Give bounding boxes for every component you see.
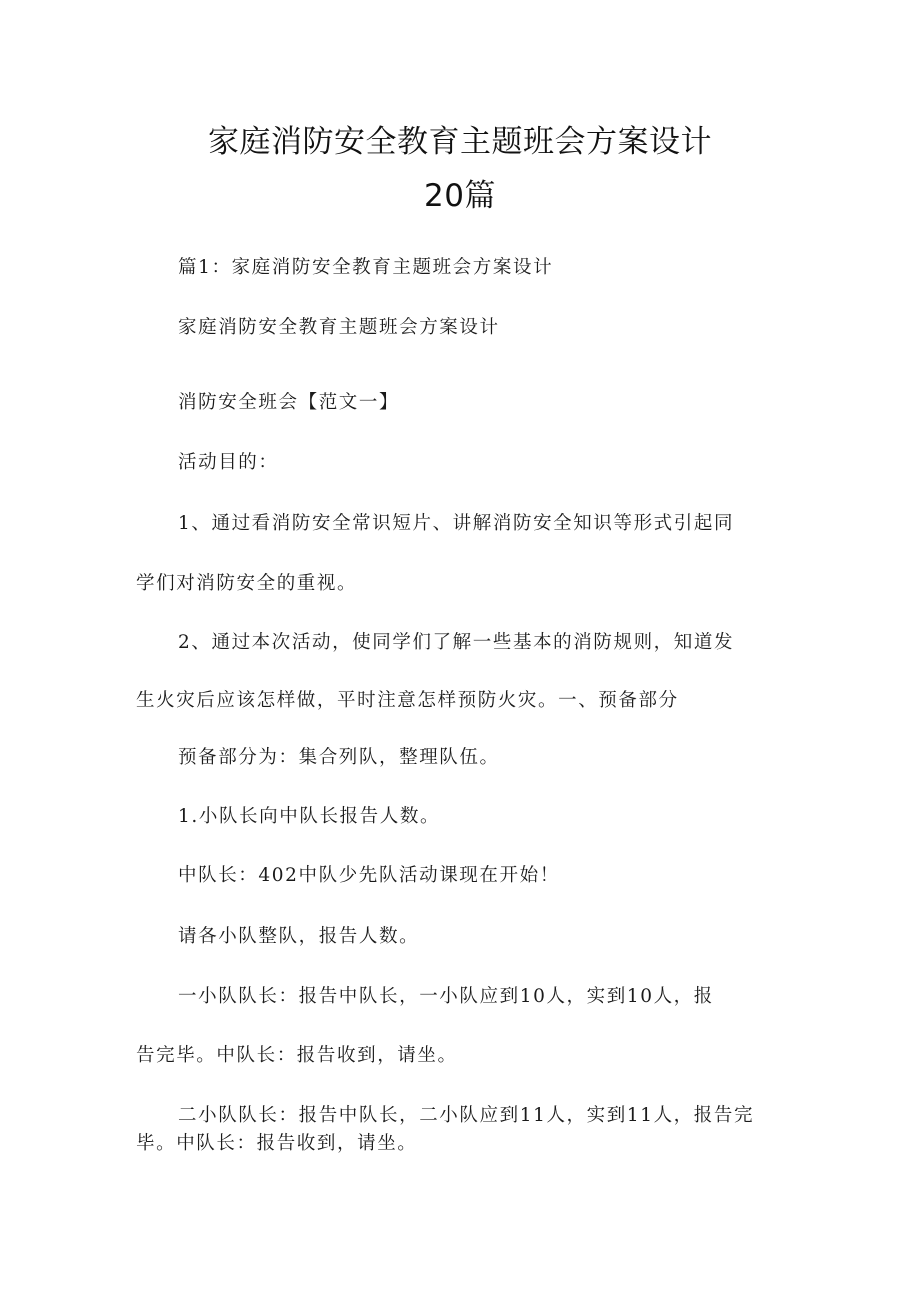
paragraph-team1-report: 一小队队长：报告中队长，一小队应到10人，实到10人，报 — [178, 986, 714, 1007]
paragraph-report-request: 请各小队整队，报告人数。 — [178, 926, 420, 947]
document-title: 家庭消防安全教育主题班会方案设计 — [208, 124, 712, 160]
paragraph-chapter-heading: 篇1：家庭消防安全教育主题班会方案设计 — [178, 257, 554, 278]
paragraph-team1-report-cont: 告完毕。中队长：报告收到，请坐。 — [136, 1045, 458, 1066]
paragraph-captain-open: 中队长：402中队少先队活动课现在开始！ — [178, 865, 560, 886]
paragraph-prep: 预备部分为：集合列队，整理队伍。 — [178, 747, 500, 768]
paragraph-goal-2: 2、通过本次活动，使同学们了解一些基本的消防规则，知道发 — [178, 632, 735, 653]
paragraph-goal-1-cont: 学们对消防安全的重视。 — [136, 573, 358, 594]
paragraph-team2-report-cont: 毕。中队长：报告收到，请坐。 — [136, 1133, 418, 1154]
paragraph-goal-label: 活动目的： — [178, 452, 279, 473]
paragraph-step-1: 1.小队长向中队长报告人数。 — [178, 806, 441, 827]
paragraph-team2-report: 二小队队长：报告中队长，二小队应到11人，实到11人，报告完 — [178, 1105, 755, 1126]
paragraph-goal-1: 1、通过看消防安全常识短片、讲解消防安全知识等形式引起同 — [178, 513, 735, 534]
paragraph-subtitle: 家庭消防安全教育主题班会方案设计 — [178, 317, 500, 338]
paragraph-section-heading: 消防安全班会【范文一】 — [178, 392, 400, 413]
document-title-count: 20篇 — [424, 178, 496, 214]
paragraph-goal-2-cont: 生火灾后应该怎样做，平时注意怎样预防火灾。一、预备部分 — [136, 690, 679, 711]
